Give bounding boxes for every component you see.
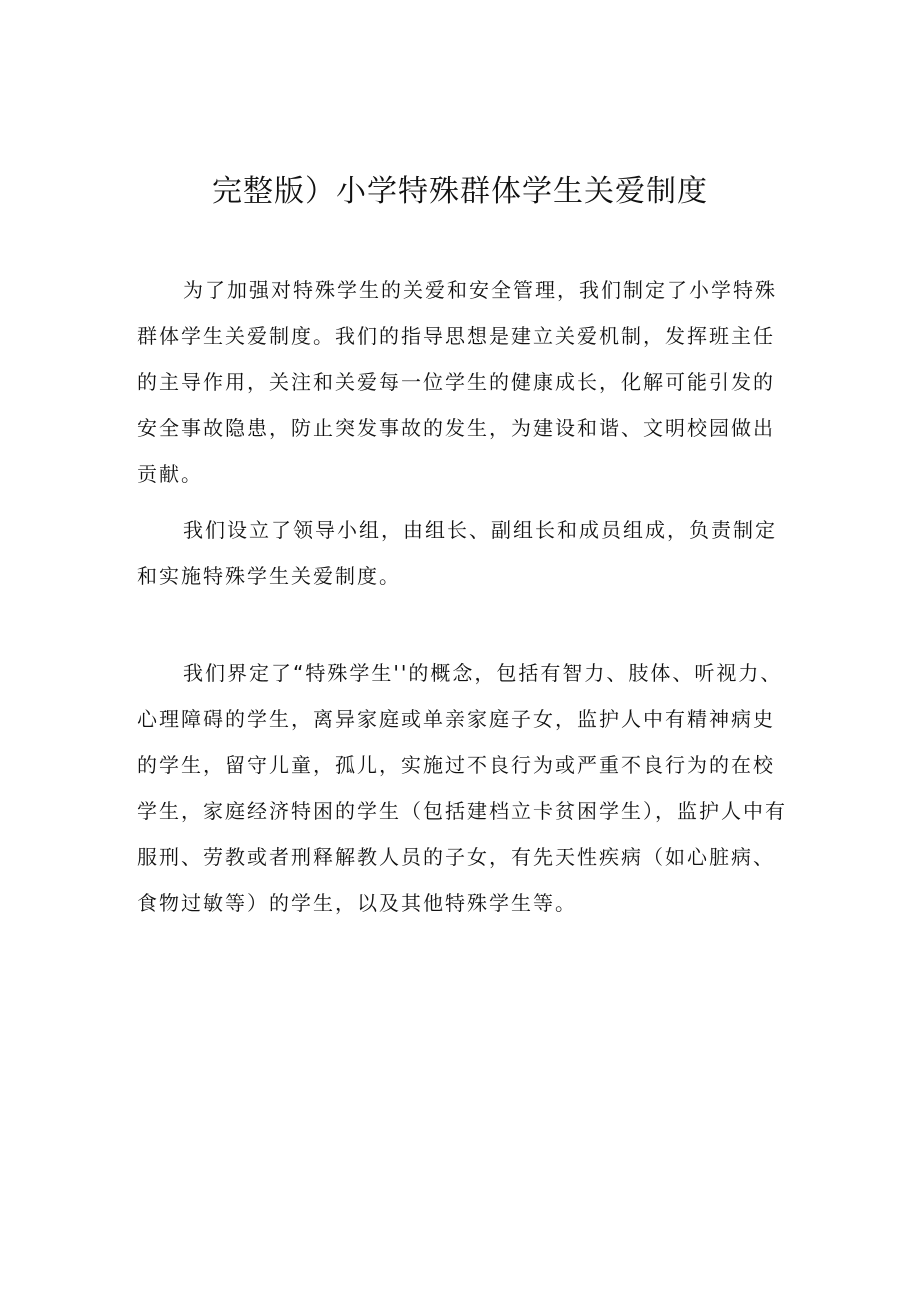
document-title: 完整版）小学特殊群体学生关爱制度	[212, 174, 708, 209]
paragraph-special-students-definition: 我们界定了“特殊学生''的概念，包括有智力、肢体、听视力、心理障碍的学生，离异家庭或单亲家庭子女，监护人中有精神病史的学生，留守儿童，孤儿，实施过不良行为或严重不良行为的在校学生，家庭经济特困的学生（包括建档立卡贫困学生），监护人中有服刑、劳教或者刑释解教人员的子女，有先天性疾病（如心脏病、食物过敏等）的学生，以及其他特殊学生等。	[137, 661, 787, 915]
paragraph-leadership-group: 我们设立了领导小组，由组长、副组长和成员组成，负责制定和实施特殊学生关爱制度。	[137, 518, 777, 588]
paragraph-purpose: 为了加强对特殊学生的关爱和安全管理，我们制定了小学特殊群体学生关爱制度。我们的指导思想是建立关爱机制，发挥班主任的主导作用，关注和关爱每一位学生的健康成长，化解可能引发的安全事故隐患，防止突发事故的发生，为建设和谐、文明校园做出贡献。	[137, 278, 777, 486]
